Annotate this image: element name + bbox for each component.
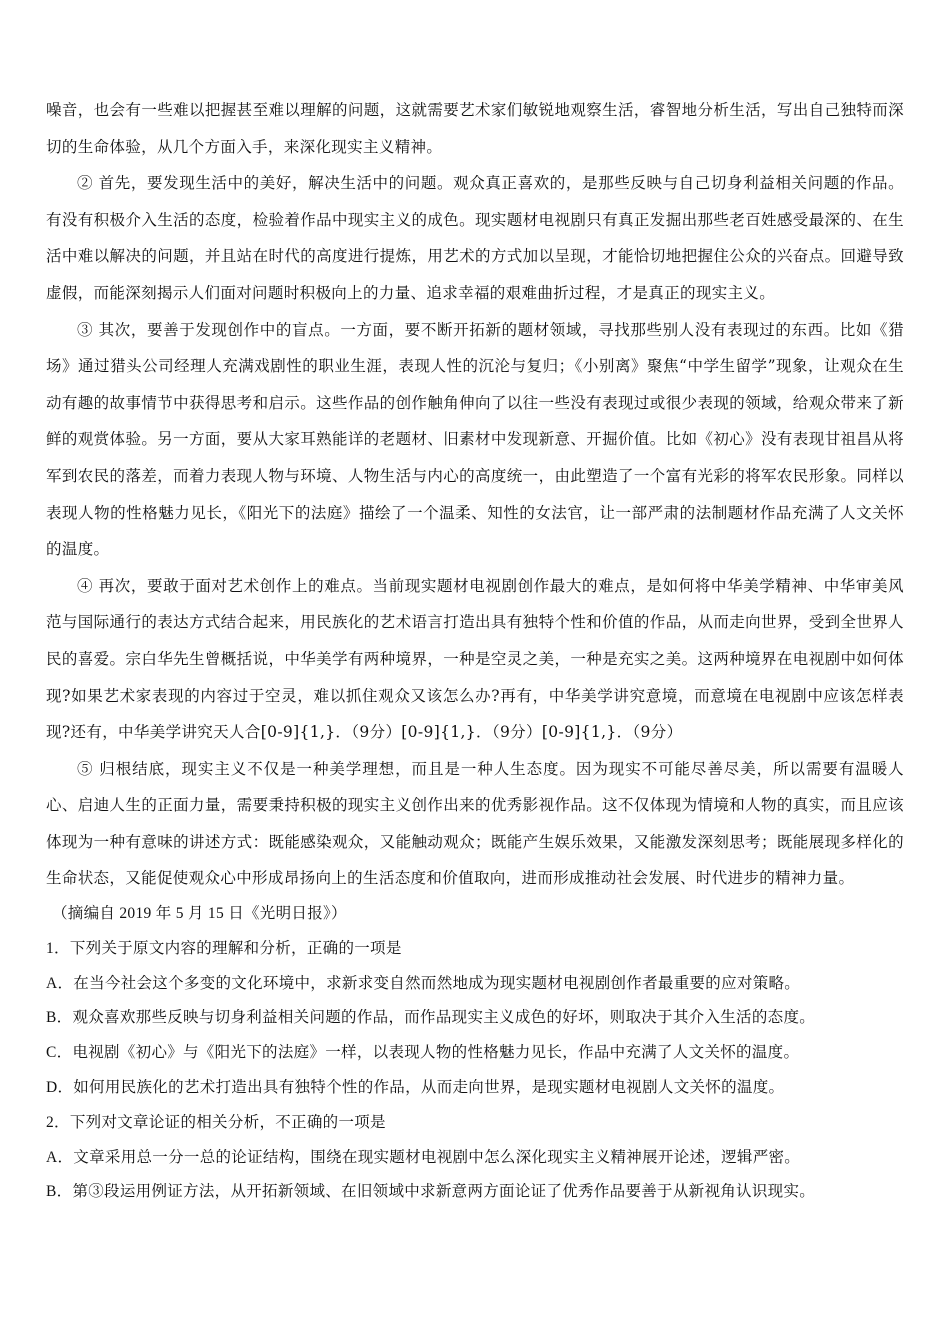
question-1-option-d: D．如何用民族化的艺术打造出具有独特个性的作品，从而走向世界，是现实题材电视剧人文关怀的温度。: [46, 1079, 785, 1097]
paragraph-3: ③ 其次，要善于发现创作中的盲点。一方面，要不断开拓新的题材领域，寻找那些别人没有表现过的东西。比如《猎场》通过猎头公司经理人充满戏剧性的职业生涯，表现人性的沉沦与复归；《小别离》聚焦“中学生留学”现象，让观众在生动有趣的故事情节中获得思考和启示。这些作品的创作触角伸向了以往一些没有表现过或很少表现的领域，给观众带来了新鲜的观赏体验。另一方面，要从大家耳熟能详的老题材、旧素材中发现新意、开掘价值。比如《初心》没有表现甘祖昌从将军到农民的落差，而着力表现人物与环境、人物生活与内心的高度统一，由此塑造了一个富有光彩的将军农民形象。同样以表现人物的性格魅力见长，《阳光下的法庭》描绘了一个温柔、知性的女法官，让一部严肃的法制题材作品充满了人文关怀的温度。: [46, 320, 904, 559]
paragraph-2: ② 首先，要发现生活中的美好，解决生活中的问题。观众真正喜欢的，是那些反映与自己切身利益相关问题的作品。有没有积极介入生活的态度，检验着作品中现实主义的成色。现实题材电视剧只有真正发掘出那些老百姓感受最深的、在生活中难以解决的问题，并且站在时代的高度进行提炼，用艺术的方式加以呈现，才能恰切地把握住公众的兴奋点。回避导致虚假，而能深刻揭示人们面对问题时积极向上的力量、追求幸福的艰难曲折过程，才是真正的现实主义。: [46, 174, 904, 302]
paragraph-5: ⑤ 归根结底，现实主义不仅是一种美学理想，而且是一种人生态度。因为现实不可能尽善尽美，所以需要有温暖人心、启迪人生的正面力量，需要秉持积极的现实主义创作出来的优秀影视作品。这不仅体现为情境和人物的真实，而且应该体现为一种有意味的讲述方式：既能感染观众，又能触动观众；既能产生娱乐效果，又能激发深刻思考；既能展现多样化的生命状态，又能促使观众心中形成昂扬向上的生活态度和价值取向，进而形成推动社会发展、时代进步的精神力量。: [46, 759, 904, 888]
paragraph-4: ④ 再次，要敢于面对艺术创作上的难点。当前现实题材电视剧创作最大的难点，是如何将中华美学精神、中华审美风范与国际通行的表达方式结合起来，用民族化的艺术语言打造出具有独特个性和价值的作品，从而走向世界，受到全世界人民的喜爱。宗白华先生曾概括说，中华美学有两种境界，一种是空灵之美，一种是充实之美。这两种境界在电视剧中如何体现?如果艺术家表现的内容过于空灵，难以抓住观众又该怎么办?再有，中华美学讲究意境，而意境在电视剧中应该怎样表现?还有，中华美学讲究天人合[0-9]{1,}．（9分）[0-9]{1,}．（9分）[0-9]{1,}．（9分）: [46, 576, 904, 742]
question-2-option-b: B．第③段运用例证方法，从开拓新领域、在旧领域中求新意两方面论证了优秀作品要善于从新视角认识现实。: [46, 1183, 816, 1201]
question-2-option-a: A．文章采用总一分一总的论证结构，围绕在现实题材电视剧中怎么深化现实主义精神展开论述，逻辑严密。: [46, 1148, 801, 1166]
question-1-option-b: B．观众喜欢那些反映与切身利益相关问题的作品，而作品现实主义成色的好坏，则取决于其介入生活的态度。: [46, 1009, 816, 1027]
question-1-option-a: A．在当今社会这个多变的文化环境中，求新求变自然而然地成为现实题材电视剧创作者最重要的应对策略。: [46, 974, 801, 992]
paragraph-intro: 噪音，也会有一些难以把握甚至难以理解的问题，这就需要艺术家们敏锐地观察生活，睿智地分析生活，写出自己独特而深切的生命体验，从几个方面入手，来深化现实主义精神。: [46, 101, 904, 156]
question-2-stem: 2．下列对文章论证的相关分析，不正确的一项是: [46, 1113, 386, 1131]
question-1-stem: 1．下列关于原文内容的理解和分析，正确的一项是: [46, 939, 402, 957]
question-1-option-c: C．电视剧《初心》与《阳光下的法庭》一样，以表现人物的性格魅力见长，作品中充满了人文关怀的温度。: [46, 1044, 800, 1062]
source-citation: （摘编自 2019 年 5 月 15 日《光明日报》）: [52, 905, 347, 923]
